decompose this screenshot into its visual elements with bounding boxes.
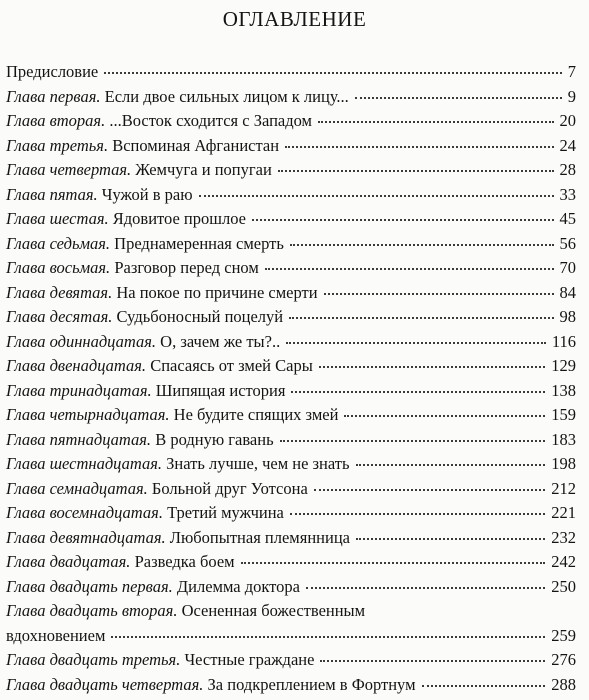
dot-leader bbox=[290, 230, 554, 246]
entry-text bbox=[6, 207, 246, 232]
page-number: 56 bbox=[559, 233, 576, 253]
dot-leader bbox=[290, 499, 545, 515]
chapter-title: О, зачем же ты?.. bbox=[160, 331, 281, 351]
page-number: 250 bbox=[551, 576, 576, 596]
entry-text bbox=[6, 452, 350, 477]
chapter-title: Если двое сильных лицом к лицу... bbox=[104, 86, 349, 106]
entry-text bbox=[6, 85, 349, 110]
dot-leader bbox=[319, 352, 545, 368]
entry-text bbox=[6, 305, 283, 330]
chapter-number: Глава шестнадцатая. bbox=[6, 454, 163, 473]
toc-entry bbox=[6, 428, 576, 453]
dot-leader bbox=[265, 254, 554, 270]
page-number: 212 bbox=[551, 478, 576, 498]
chapter-title: Разговор перед сном bbox=[114, 258, 259, 277]
toc-entry bbox=[6, 232, 576, 257]
chapter-title: Ядовитое прошлое bbox=[112, 209, 246, 228]
chapter-title: На покое по причине смерти bbox=[116, 282, 318, 302]
dot-leader bbox=[306, 573, 545, 589]
toc-entry bbox=[6, 305, 576, 330]
chapter-title: Честные граждане bbox=[184, 650, 315, 669]
toc-entry bbox=[6, 599, 576, 648]
dot-leader bbox=[355, 83, 562, 99]
chapter-title: Судьбоносный поцелуй bbox=[116, 307, 284, 326]
chapter-title: В родную гавань bbox=[155, 429, 274, 449]
page-number: 242 bbox=[551, 552, 576, 571]
chapter-number: Глава двадцать третья. bbox=[6, 650, 181, 669]
toc-entry bbox=[6, 134, 576, 159]
page-number: 159 bbox=[551, 405, 576, 424]
chapter-title: Спасаясь от змей Сары bbox=[150, 356, 313, 375]
dot-leader bbox=[356, 524, 545, 540]
page-number: 276 bbox=[551, 650, 576, 669]
entry-text bbox=[6, 183, 193, 208]
table-of-contents bbox=[6, 60, 576, 697]
chapter-title: Дилемма доктора bbox=[176, 576, 300, 596]
toc-entry bbox=[6, 575, 576, 600]
chapter-number: Глава двадцать вторая. bbox=[6, 601, 178, 620]
toc-entry bbox=[6, 648, 576, 673]
entry-text bbox=[6, 550, 235, 575]
page-number: 116 bbox=[551, 331, 576, 351]
chapter-title: Предисловие bbox=[6, 62, 99, 81]
chapter-title: Преднамеренная смерть bbox=[114, 233, 284, 253]
chapter-number: Глава восьмая. bbox=[6, 258, 111, 277]
page-number: 129 bbox=[551, 356, 576, 375]
page-number: 33 bbox=[559, 184, 576, 204]
dot-leader bbox=[280, 426, 546, 442]
page-number: 232 bbox=[551, 527, 576, 547]
entry-text bbox=[6, 379, 285, 404]
chapter-title-continued: вдохновением bbox=[6, 625, 106, 645]
chapter-number: Глава двадцатая. bbox=[6, 552, 131, 571]
entry-text bbox=[6, 256, 259, 281]
dot-leader bbox=[289, 303, 553, 319]
page-number: 288 bbox=[551, 674, 576, 694]
page-number: 221 bbox=[551, 503, 576, 522]
toc-entry bbox=[6, 183, 576, 208]
dot-leader bbox=[320, 646, 545, 662]
page-number: 20 bbox=[559, 111, 576, 130]
entry-text bbox=[6, 134, 279, 159]
chapter-number: Глава девятнадцатая. bbox=[6, 527, 166, 547]
page-number: 9 bbox=[567, 86, 576, 106]
page-number: 24 bbox=[559, 135, 576, 155]
dot-leader bbox=[199, 181, 554, 197]
page-number: 70 bbox=[559, 258, 576, 277]
chapter-title: Знать лучше, чем не знать bbox=[166, 454, 350, 473]
toc-entry bbox=[6, 60, 576, 85]
chapter-number: Глава третья. bbox=[6, 135, 109, 155]
chapter-number: Глава четвертая. bbox=[6, 160, 132, 179]
chapter-title: Шипящая история bbox=[155, 380, 286, 400]
toc-entry bbox=[6, 354, 576, 379]
toc-entry bbox=[6, 452, 576, 477]
chapter-number: Глава двенадцатая. bbox=[6, 356, 147, 375]
dot-leader bbox=[252, 205, 554, 221]
entry-text bbox=[6, 575, 300, 600]
page-number: 28 bbox=[559, 160, 576, 179]
dot-leader bbox=[324, 279, 554, 295]
toc-entry bbox=[6, 550, 576, 575]
page-number: 98 bbox=[559, 307, 576, 326]
dot-leader bbox=[286, 328, 546, 344]
entry-text bbox=[6, 403, 338, 428]
entry-text bbox=[6, 281, 318, 306]
dot-leader bbox=[356, 450, 546, 466]
toc-entry bbox=[6, 501, 576, 526]
chapter-title: Осененная божественным bbox=[181, 601, 366, 620]
entry-text bbox=[6, 477, 308, 502]
chapter-number: Глава десятая. bbox=[6, 307, 113, 326]
entry-text bbox=[6, 330, 280, 355]
entry-text bbox=[6, 526, 350, 551]
chapter-title: Больной друг Уотсона bbox=[151, 478, 308, 498]
chapter-number: Глава семнадцатая. bbox=[6, 478, 148, 498]
dot-leader bbox=[285, 132, 553, 148]
entry-text bbox=[6, 158, 272, 183]
toc-entry bbox=[6, 207, 576, 232]
entry-text bbox=[6, 60, 98, 85]
toc-entry bbox=[6, 673, 576, 698]
chapter-title: Разведка боем bbox=[134, 552, 235, 571]
toc-entry bbox=[6, 330, 576, 355]
chapter-number: Глава восемнадцатая. bbox=[6, 503, 163, 522]
chapter-number: Глава пятнадцатая. bbox=[6, 429, 152, 449]
page-number: 198 bbox=[551, 454, 576, 473]
entry-text bbox=[6, 648, 314, 673]
chapter-number: Глава вторая. bbox=[6, 111, 106, 130]
toc-entry bbox=[6, 109, 576, 134]
toc-entry bbox=[6, 158, 576, 183]
chapter-number: Глава седьмая. bbox=[6, 233, 111, 253]
chapter-title: За подкреплением в Фортнум bbox=[207, 674, 416, 694]
chapter-number: Глава двадцать первая. bbox=[6, 576, 173, 596]
chapter-title: Вспоминая Афганистан bbox=[112, 135, 280, 155]
toc-entry bbox=[6, 477, 576, 502]
entry-text bbox=[6, 673, 416, 698]
entry-text bbox=[6, 354, 313, 379]
page-number: 45 bbox=[559, 209, 576, 228]
chapter-number: Глава тринадцатая. bbox=[6, 380, 152, 400]
entry-text bbox=[6, 428, 274, 453]
chapter-number: Глава четырнадцатая. bbox=[6, 405, 170, 424]
chapter-number: Глава двадцать четвертая. bbox=[6, 674, 204, 694]
entry-text bbox=[6, 109, 312, 134]
page-number: 183 bbox=[551, 429, 576, 449]
chapter-number: Глава одиннадцатая. bbox=[6, 331, 157, 351]
chapter-title: ...Восток сходится с Западом bbox=[109, 111, 313, 130]
dot-leader bbox=[422, 671, 546, 687]
chapter-title: Любопытная племянница bbox=[169, 527, 350, 547]
page-number: 7 bbox=[567, 62, 576, 81]
dot-leader bbox=[111, 622, 545, 638]
page-number: 84 bbox=[559, 282, 576, 302]
dot-leader bbox=[241, 548, 546, 564]
page-number: 138 bbox=[551, 380, 576, 400]
toc-entry bbox=[6, 85, 576, 110]
toc-entry bbox=[6, 281, 576, 306]
toc-entry bbox=[6, 526, 576, 551]
dot-leader bbox=[314, 475, 545, 491]
chapter-number: Глава шестая. bbox=[6, 209, 109, 228]
toc-entry bbox=[6, 256, 576, 281]
dot-leader bbox=[318, 107, 553, 123]
chapter-title: Третий мужчина bbox=[167, 503, 284, 522]
chapter-title: Жемчуга и попугаи bbox=[135, 160, 272, 179]
toc-entry bbox=[6, 379, 576, 404]
chapter-title: Чужой в раю bbox=[101, 184, 193, 204]
entry-text bbox=[6, 501, 284, 526]
chapter-title: Не будите спящих змей bbox=[173, 405, 339, 424]
dot-leader bbox=[278, 156, 554, 172]
chapter-number: Глава первая. bbox=[6, 86, 101, 106]
toc-entry bbox=[6, 403, 576, 428]
page-number: 259 bbox=[551, 625, 576, 645]
dot-leader bbox=[291, 377, 545, 393]
chapter-number: Глава девятая. bbox=[6, 282, 113, 302]
page-title: ОГЛАВЛЕНИЕ bbox=[222, 7, 367, 31]
dot-leader bbox=[344, 401, 545, 417]
chapter-number: Глава пятая. bbox=[6, 184, 98, 204]
entry-text bbox=[6, 232, 284, 257]
dot-leader bbox=[104, 58, 562, 74]
